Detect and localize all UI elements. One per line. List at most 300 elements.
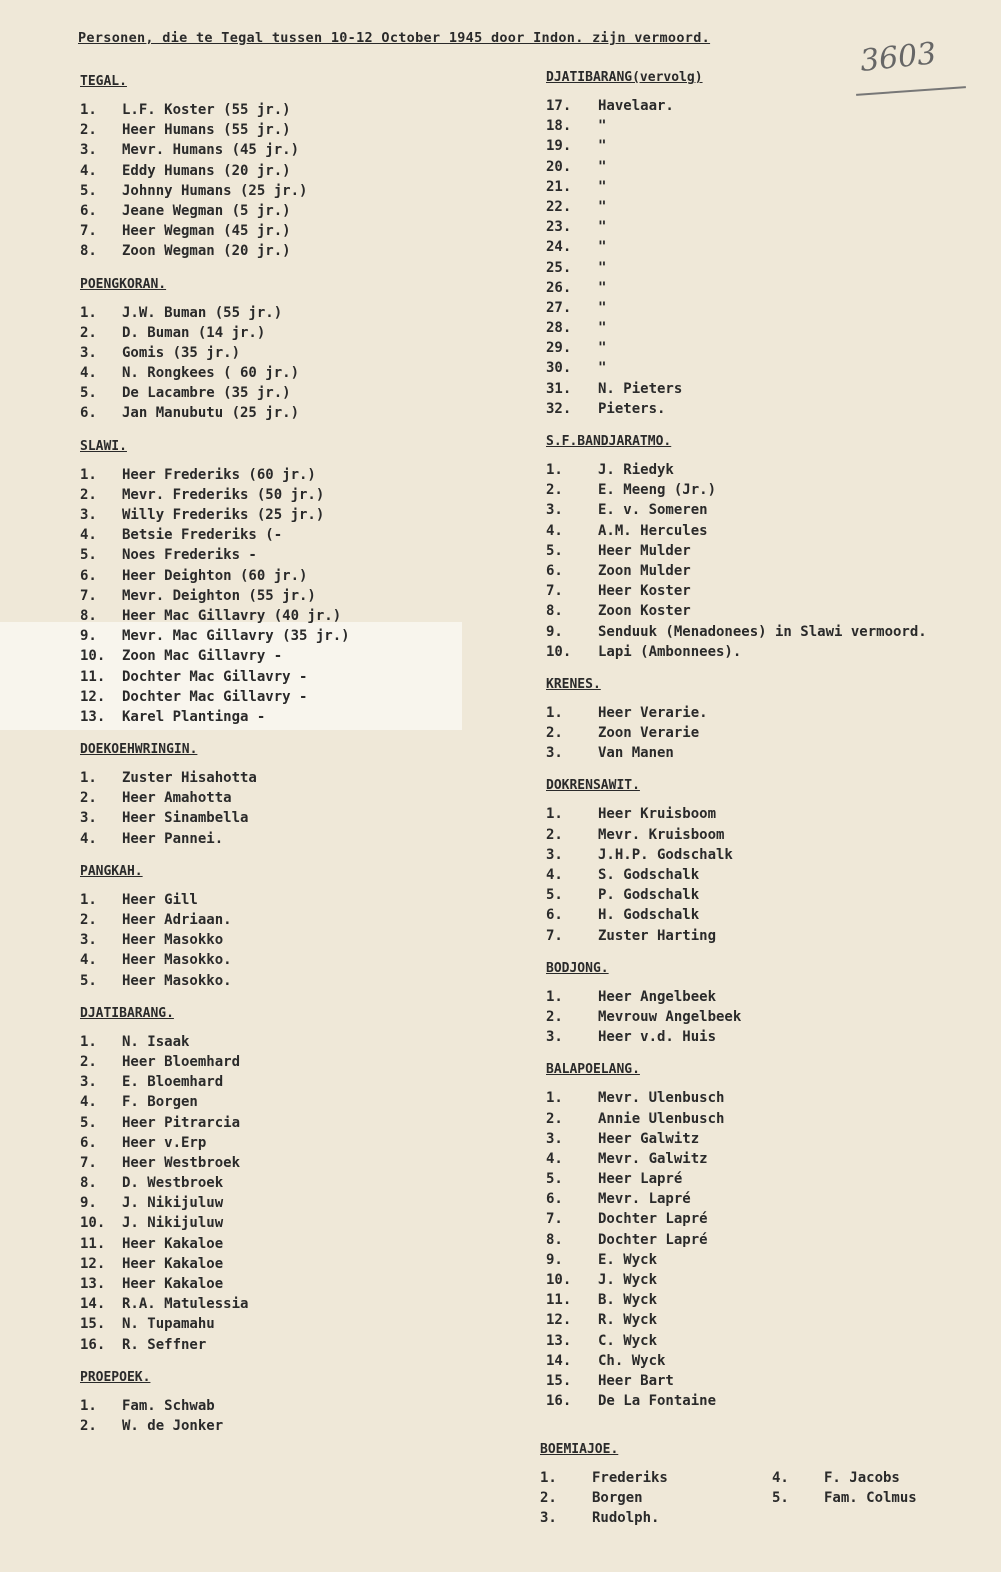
list-item xyxy=(80,1234,350,1254)
entry-number: 16. xyxy=(80,1336,106,1353)
list-item xyxy=(546,1109,927,1129)
list-item xyxy=(546,318,927,338)
entry-name: Mevr. Mac Gillavry (35 jr.) xyxy=(122,628,350,645)
section xyxy=(80,1368,350,1436)
entry-number: 21. xyxy=(546,178,572,195)
entry-name: D. Westbroek xyxy=(122,1175,224,1192)
list-item xyxy=(80,586,350,606)
list-item xyxy=(546,237,927,257)
entry-name: Mevr. Lapré xyxy=(598,1191,691,1208)
entry-name: Ch. Wyck xyxy=(598,1352,666,1369)
list-item xyxy=(80,465,350,485)
list-item xyxy=(540,1468,780,1488)
section xyxy=(546,1060,927,1411)
entry-number: 24. xyxy=(546,239,572,256)
list-item xyxy=(546,177,927,197)
entry-name: Zuster Hisahotta xyxy=(122,770,257,787)
list-item xyxy=(546,1371,927,1391)
entry-number: 9. xyxy=(546,1251,563,1268)
entry-number: 3. xyxy=(546,1029,563,1046)
list-item xyxy=(80,829,350,849)
entry-name: " xyxy=(598,239,607,256)
list-item xyxy=(80,221,350,241)
entry-name: Noes Frederiks - xyxy=(122,547,257,564)
section-heading: BODJONG. xyxy=(546,960,609,976)
document-title: Personen, die te Tegal tussen 10-12 October 1945 door Indon. zijn vermoord. xyxy=(78,30,711,46)
entry-name: Johnny Humans (25 jr.) xyxy=(122,182,308,199)
entry-number: 1. xyxy=(540,1470,557,1486)
list-item xyxy=(546,987,927,1007)
entry-number: 16. xyxy=(546,1393,572,1410)
entry-number: 4. xyxy=(546,522,563,539)
list-item xyxy=(80,1072,350,1092)
entry-name: F. Borgen xyxy=(122,1094,198,1111)
list-item xyxy=(546,885,927,905)
left-column xyxy=(80,72,350,1449)
section-heading: SLAWI. xyxy=(80,438,127,454)
list-item xyxy=(546,905,927,925)
entry-number: 7. xyxy=(80,223,97,240)
entry-number: 12. xyxy=(80,688,106,705)
entry-number: 23. xyxy=(546,219,572,236)
entry-name: B. Wyck xyxy=(598,1292,658,1309)
entry-number: 3. xyxy=(80,932,97,949)
entry-name: Willy Frederiks (25 jr.) xyxy=(122,507,325,523)
entry-name: Borgen xyxy=(592,1490,643,1507)
section-heading: BOEMIAJOE. xyxy=(540,1442,619,1457)
entry-name: Zoon Verarie xyxy=(598,725,700,742)
boemiajoe-column-a xyxy=(540,1468,780,1529)
entry-number: 5. xyxy=(80,385,97,402)
entry-number: 5. xyxy=(772,1490,789,1507)
entry-number: 1. xyxy=(546,704,563,721)
entry-name: Heer Kakaloe xyxy=(122,1276,224,1292)
list-item xyxy=(546,116,927,136)
entry-name: Heer Wegman (45 jr.) xyxy=(122,223,291,240)
section-heading: POENGKORAN. xyxy=(80,276,167,292)
entry-name: R. Wyck xyxy=(598,1312,658,1329)
entry-name: E. Bloemhard xyxy=(122,1074,224,1091)
entry-number: 11. xyxy=(546,1292,572,1309)
section xyxy=(80,1004,350,1355)
entry-number: 30. xyxy=(546,360,572,377)
entry-number: 5. xyxy=(546,542,563,559)
entry-name: Heer Pitrarcia xyxy=(122,1114,241,1131)
entry-name: H. Godschalk xyxy=(598,907,700,924)
entry-name: N. Tupamahu xyxy=(122,1316,215,1333)
entry-number: 20. xyxy=(546,158,572,175)
entry-number: 1. xyxy=(546,806,563,823)
entry-number: 26. xyxy=(546,279,572,296)
entry-name: Jan Manubutu (25 jr.) xyxy=(122,405,300,422)
list-item xyxy=(80,1314,350,1334)
list-item xyxy=(546,1310,927,1330)
entry-name: " xyxy=(598,259,607,276)
entry-number: 2. xyxy=(80,790,97,807)
entry-name: Heer Bloemhard xyxy=(122,1053,241,1070)
entry-name: Fam. Colmus xyxy=(824,1490,917,1507)
entry-number: 3. xyxy=(540,1510,557,1527)
list-item xyxy=(546,338,927,358)
entry-name: Mevr. Humans (45 jr.) xyxy=(122,142,300,159)
list-item xyxy=(546,379,927,399)
entry-number: 4. xyxy=(80,365,97,382)
list-item xyxy=(80,687,350,707)
list-item xyxy=(80,930,350,950)
section-heading: KRENES. xyxy=(546,676,601,692)
entry-name: Heer Pannei. xyxy=(122,830,224,847)
list-item xyxy=(546,96,927,116)
entry-number: 2. xyxy=(80,486,97,503)
list-item xyxy=(546,1250,927,1270)
entry-number: 17. xyxy=(546,98,572,114)
entry-number: 10. xyxy=(546,643,572,660)
entry-name: Heer Humans (55 jr.) xyxy=(122,122,291,139)
entry-number: 3. xyxy=(80,507,97,523)
entry-name: Senduuk (Menadonees) in Slawi vermoord. xyxy=(598,623,927,640)
list-item xyxy=(546,521,927,541)
entry-number: 32. xyxy=(546,400,572,417)
entry-name: Heer Amahotta xyxy=(122,790,232,807)
entry-name: Heer v.d. Huis xyxy=(598,1029,717,1046)
entry-name: Mevr. Galwitz xyxy=(598,1150,708,1167)
entry-number: 2. xyxy=(546,1008,563,1025)
entry-name: Heer v.Erp xyxy=(122,1134,207,1151)
entry-number: 3. xyxy=(546,502,563,519)
entry-number: 4. xyxy=(772,1470,789,1486)
list-item xyxy=(546,865,927,885)
list-item xyxy=(546,743,927,763)
list-item xyxy=(80,1173,350,1193)
entry-name: Fam. Schwab xyxy=(122,1397,215,1414)
list-item xyxy=(80,343,350,363)
list-item xyxy=(546,1270,927,1290)
entry-number: 2. xyxy=(540,1490,557,1507)
entry-number: 6. xyxy=(80,202,97,219)
entry-number: 5. xyxy=(546,887,563,904)
entry-name: W. de Jonker xyxy=(122,1417,224,1434)
entry-number: 3. xyxy=(546,1130,563,1147)
list-item xyxy=(546,622,927,642)
list-item xyxy=(80,363,350,383)
list-item xyxy=(546,197,927,217)
entry-name: Heer Koster xyxy=(598,583,691,600)
entry-name: Heer Mac Gillavry (40 jr.) xyxy=(122,607,342,624)
section xyxy=(546,776,927,945)
entry-name: Pieters. xyxy=(598,400,666,417)
list-item xyxy=(80,1294,350,1314)
entry-number: 14. xyxy=(80,1296,106,1313)
entry-name: N. Pieters xyxy=(598,380,683,397)
entry-name: De Lacambre (35 jr.) xyxy=(122,385,291,402)
list-item xyxy=(546,1391,927,1411)
entry-name: Dochter Lapré xyxy=(598,1211,708,1228)
list-item xyxy=(546,480,927,500)
list-item xyxy=(546,136,927,156)
entry-number: 14. xyxy=(546,1352,572,1369)
list-item xyxy=(80,1092,350,1112)
entry-name: Mevr. Kruisboom xyxy=(598,826,725,843)
entry-name: De La Fontaine xyxy=(598,1393,717,1410)
entry-name: Heer Adriaan. xyxy=(122,912,232,928)
list-item xyxy=(80,646,350,666)
list-item xyxy=(80,383,350,403)
entry-name: Mevr. Deighton (55 jr.) xyxy=(122,587,316,604)
entry-number: 3. xyxy=(80,344,97,361)
entry-number: 19. xyxy=(546,138,572,155)
entry-number: 1. xyxy=(80,770,97,787)
section-heading: BALAPOELANG. xyxy=(546,1062,640,1078)
list-item xyxy=(80,566,350,586)
entry-number: 18. xyxy=(546,118,572,135)
entry-name: Mevr. Ulenbusch xyxy=(598,1090,725,1107)
list-item xyxy=(546,1169,927,1189)
list-item xyxy=(546,1230,927,1250)
entry-name: " xyxy=(598,219,607,236)
list-item xyxy=(80,626,350,646)
entry-name: Heer Kakaloe xyxy=(122,1235,224,1252)
section xyxy=(546,959,927,1048)
entry-name: Dochter Mac Gillavry - xyxy=(122,688,308,705)
entry-name: Heer Masokko. xyxy=(122,952,232,969)
entry-name: J. Nikijuluw xyxy=(122,1215,224,1232)
boemiajoe-column-b xyxy=(772,1468,972,1508)
entry-number: 3. xyxy=(80,810,97,827)
entry-number: 12. xyxy=(546,1312,572,1329)
entry-number: 28. xyxy=(546,320,572,337)
entry-name: D. Buman (14 jr.) xyxy=(122,324,266,341)
entry-number: 13. xyxy=(546,1332,572,1349)
entry-number: 3. xyxy=(546,846,563,863)
entry-name: Heer Mulder xyxy=(598,542,691,559)
list-item xyxy=(80,1153,350,1173)
entry-name: J. Nikijuluw xyxy=(122,1195,224,1212)
entry-name: Heer Masokko xyxy=(122,932,224,949)
entry-name: Annie Ulenbusch xyxy=(598,1110,725,1127)
entry-name: " xyxy=(598,360,607,377)
entry-number: 11. xyxy=(80,1235,106,1252)
list-item xyxy=(546,926,927,946)
entry-number: 3. xyxy=(80,142,97,159)
list-item xyxy=(546,541,927,561)
entry-number: 25. xyxy=(546,259,572,276)
entry-number: 5. xyxy=(80,972,97,989)
entry-name: E. v. Someren xyxy=(598,502,708,519)
entry-number: 10. xyxy=(546,1272,572,1288)
section-heading: PROEPOEK. xyxy=(80,1369,151,1385)
entry-number: 7. xyxy=(80,1154,97,1171)
entry-name: Rudolph. xyxy=(592,1510,660,1527)
entry-name: S. Godschalk xyxy=(598,867,700,883)
entry-name: Heer Frederiks (60 jr.) xyxy=(122,466,316,483)
entry-number: 2. xyxy=(80,1053,97,1070)
entry-name: Zoon Wegman (20 jr.) xyxy=(122,243,291,260)
entry-number: 4. xyxy=(80,830,97,847)
entry-number: 3. xyxy=(80,1074,97,1091)
entry-name: Zoon Koster xyxy=(598,603,691,620)
list-item xyxy=(546,1149,927,1169)
entry-name: Frederiks xyxy=(592,1470,668,1486)
list-item xyxy=(546,1189,927,1209)
entry-name: Heer Kakaloe xyxy=(122,1255,224,1272)
list-item xyxy=(80,1335,350,1355)
section-heading: DJATIBARANG. xyxy=(80,1005,174,1021)
entry-name: N. Rongkees ( 60 jr.) xyxy=(122,365,300,382)
list-item xyxy=(80,950,350,970)
entry-number: 1. xyxy=(80,891,97,908)
entry-number: 31. xyxy=(546,380,572,397)
list-item xyxy=(546,1088,927,1108)
entry-name: E. Wyck xyxy=(598,1251,658,1268)
section-heading: DJATIBARANG(vervolg) xyxy=(546,70,703,85)
entry-number: 6. xyxy=(546,562,563,579)
entry-name: Heer Galwitz xyxy=(598,1130,700,1147)
section xyxy=(80,862,350,991)
list-item xyxy=(546,278,927,298)
list-item xyxy=(546,561,927,581)
section-heading: DOEKOEHWRINGIN. xyxy=(80,742,198,758)
entry-name: " xyxy=(598,178,607,195)
list-item xyxy=(80,201,350,221)
list-item xyxy=(80,1396,350,1416)
list-item xyxy=(772,1468,972,1488)
list-item xyxy=(80,707,350,727)
list-item xyxy=(80,768,350,788)
entry-number: 1. xyxy=(80,304,97,321)
entry-number: 1. xyxy=(546,462,563,478)
list-item xyxy=(80,140,350,160)
entry-name: Heer Masokko. xyxy=(122,972,232,989)
list-item xyxy=(80,1113,350,1133)
entry-name: Heer Kruisboom xyxy=(598,806,717,823)
list-item xyxy=(80,971,350,991)
entry-name: L.F. Koster (55 jr.) xyxy=(122,102,291,118)
list-item xyxy=(546,1209,927,1229)
list-item xyxy=(80,241,350,261)
entry-number: 2. xyxy=(80,912,97,928)
entry-name: Jeane Wegman (5 jr.) xyxy=(122,202,291,219)
entry-name: Gomis (35 jr.) xyxy=(122,344,241,361)
entry-number: 2. xyxy=(546,826,563,843)
entry-number: 4. xyxy=(546,867,563,883)
entry-name: " xyxy=(598,299,607,316)
list-item xyxy=(80,808,350,828)
entry-number: 8. xyxy=(546,603,563,620)
entry-name: " xyxy=(598,320,607,337)
entry-name: Dochter Lapré xyxy=(598,1231,708,1248)
section-heading: S.F.BANDJARATMO. xyxy=(546,434,672,449)
list-item xyxy=(80,910,350,930)
section xyxy=(80,72,350,262)
entry-name: Heer Lapré xyxy=(598,1171,683,1188)
entry-number: 4. xyxy=(80,952,97,969)
list-item xyxy=(80,323,350,343)
list-item xyxy=(80,161,350,181)
list-item xyxy=(546,217,927,237)
entry-number: 7. xyxy=(546,1211,563,1228)
entry-number: 1. xyxy=(80,466,97,483)
section-heading: DOKRENSAWIT. xyxy=(546,778,640,794)
list-item xyxy=(80,1193,350,1213)
list-item xyxy=(546,845,927,865)
entry-name: P. Godschalk xyxy=(598,887,700,904)
list-item xyxy=(80,606,350,626)
entry-name: Heer Bart xyxy=(598,1372,674,1389)
entry-number: 4. xyxy=(80,1094,97,1111)
handwritten-note: 3603 xyxy=(858,36,938,79)
list-item xyxy=(80,1416,350,1436)
entry-name: Karel Plantinga - xyxy=(122,708,266,725)
entry-name: F. Jacobs xyxy=(824,1470,900,1486)
entry-name: Lapi (Ambonnees). xyxy=(598,643,742,660)
entry-number: 9. xyxy=(546,623,563,640)
entry-number: 15. xyxy=(546,1372,572,1389)
entry-name: Dochter Mac Gillavry - xyxy=(122,668,308,685)
list-item xyxy=(80,181,350,201)
list-item xyxy=(546,703,927,723)
entry-name: Heer Gill xyxy=(122,891,198,908)
entry-number: 6. xyxy=(80,567,97,584)
list-item xyxy=(80,1032,350,1052)
list-item xyxy=(546,1351,927,1371)
entry-name: Havelaar. xyxy=(598,98,674,114)
entry-number: 9. xyxy=(80,628,97,645)
list-item xyxy=(80,1052,350,1072)
entry-name: " xyxy=(598,138,607,155)
entry-name: Heer Angelbeek xyxy=(598,988,717,1005)
entry-name: J.H.P. Godschalk xyxy=(598,846,733,863)
entry-number: 1. xyxy=(80,1033,97,1050)
section xyxy=(80,275,350,424)
entry-number: 5. xyxy=(80,547,97,564)
entry-number: 9. xyxy=(80,1195,97,1212)
entry-name: R.A. Matulessia xyxy=(122,1296,249,1313)
section xyxy=(80,740,350,849)
entry-number: 2. xyxy=(546,725,563,742)
entry-name: N. Isaak xyxy=(122,1033,190,1050)
entry-number: 1. xyxy=(546,988,563,1005)
section-heading: TEGAL. xyxy=(80,74,127,89)
list-item xyxy=(546,825,927,845)
entry-number: 27. xyxy=(546,299,572,316)
entry-name: J. Riedyk xyxy=(598,462,674,478)
entry-name: J. Wyck xyxy=(598,1272,658,1288)
entry-number: 5. xyxy=(80,1114,97,1131)
list-item xyxy=(546,460,927,480)
list-item xyxy=(80,1254,350,1274)
list-item xyxy=(546,1007,927,1027)
list-item xyxy=(546,1027,927,1047)
entry-number: 6. xyxy=(80,405,97,422)
list-item xyxy=(80,788,350,808)
entry-name: A.M. Hercules xyxy=(598,522,708,539)
entry-number: 12. xyxy=(80,1255,106,1272)
list-item xyxy=(540,1488,780,1508)
entry-number: 1. xyxy=(80,1397,97,1414)
section-boemiajoe xyxy=(540,1440,917,1527)
entry-number: 22. xyxy=(546,198,572,215)
entry-number: 6. xyxy=(546,1191,563,1208)
right-column xyxy=(546,68,927,1424)
entry-number: 8. xyxy=(80,607,97,624)
entry-name: " xyxy=(598,340,607,357)
list-item xyxy=(546,1290,927,1310)
entry-number: 8. xyxy=(80,243,97,260)
entry-name: " xyxy=(598,279,607,296)
entry-number: 8. xyxy=(80,1175,97,1192)
list-item xyxy=(80,545,350,565)
list-item xyxy=(80,1133,350,1153)
